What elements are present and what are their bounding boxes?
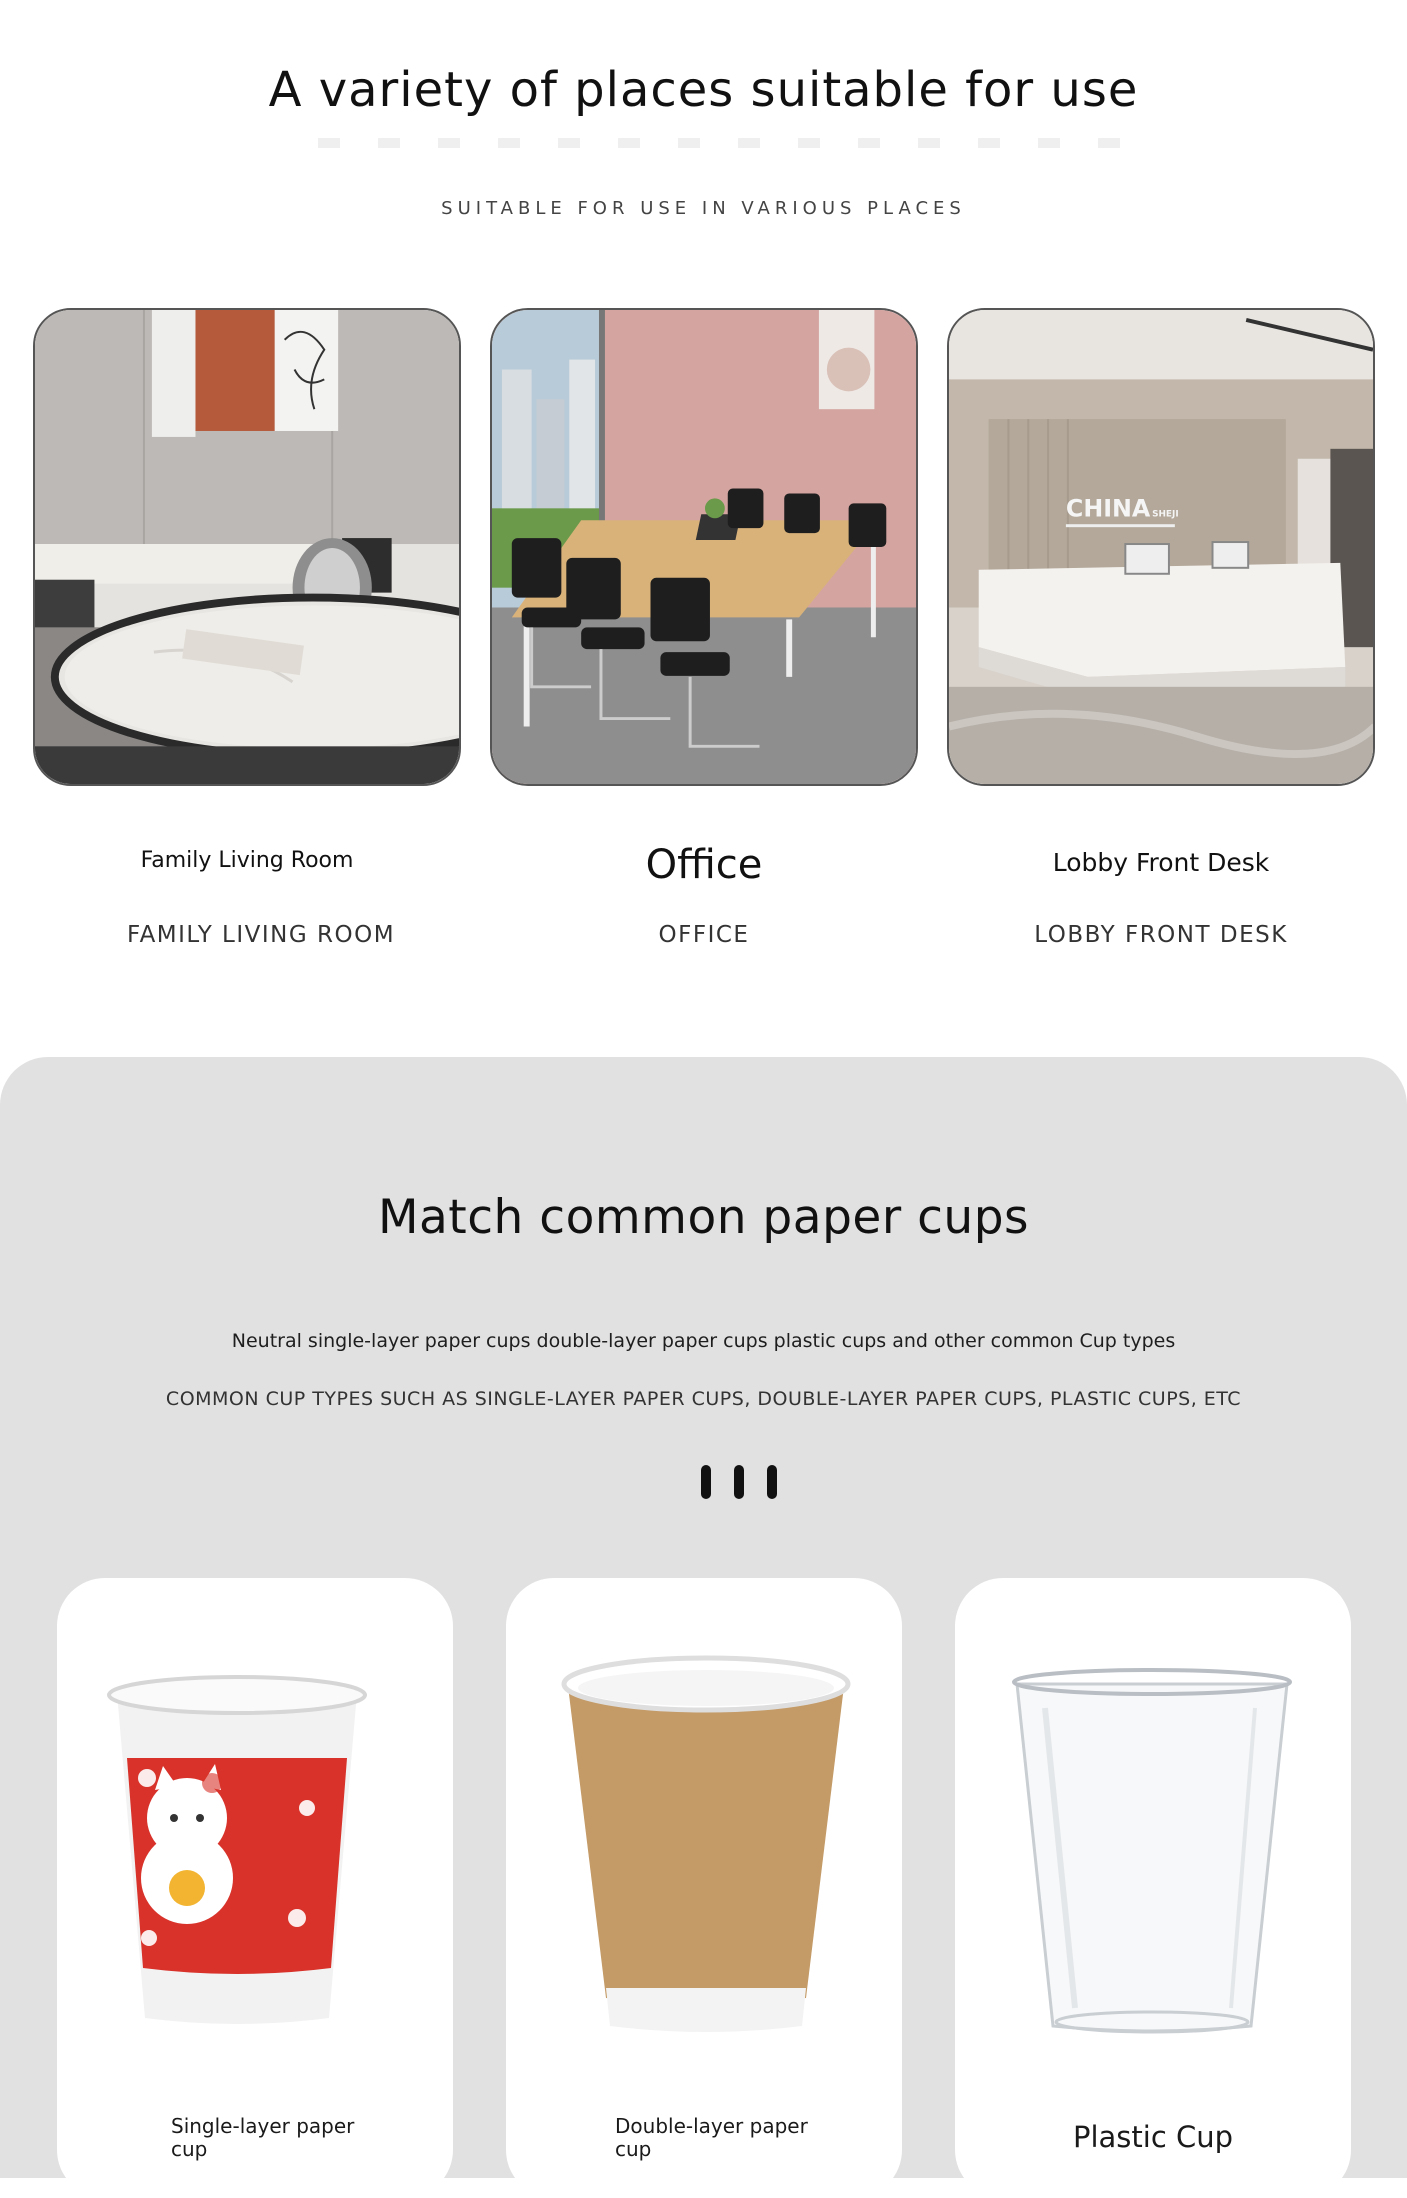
place-caps-lobby: LOBBY FRONT DESK: [1034, 922, 1288, 948]
cups-title: Match common paper cups: [377, 1190, 1030, 1245]
place-label-living-room: Family Living Room: [140, 848, 354, 873]
plastic-cup-card: [955, 1578, 1351, 2198]
cup-label-plastic: Plastic Cup: [1072, 2120, 1234, 2154]
office-image: [490, 308, 918, 786]
place-caps-office: OFFICE: [658, 922, 750, 948]
cup-label-double-layer: Double-layer paper cup: [615, 2114, 808, 2161]
living-room-image: [33, 308, 461, 786]
cups-description-caps: COMMON CUP TYPES SUCH AS SINGLE-LAYER PAPER CUPS, DOUBLE-LAYER PAPER CUPS, PLASTIC CUPS, ETC: [165, 1388, 1242, 1410]
three-bars-icon: [701, 1465, 781, 1501]
cup-label-single-layer: Single-layer paper cup: [171, 2114, 355, 2161]
lobby-front-desk-image: [947, 308, 1375, 786]
cups-description: Neutral single-layer paper cups double-layer paper cups plastic cups and other common Cup types: [231, 1330, 1176, 1352]
places-title: A variety of places suitable for use: [268, 62, 1139, 118]
single-layer-cup-card: [57, 1578, 453, 2198]
place-label-office: Office: [645, 842, 763, 888]
place-label-lobby: Lobby Front Desk: [1052, 848, 1270, 877]
lobby-sign-small-text: SHEJI: [1152, 509, 1179, 520]
places-subtitle: SUITABLE FOR USE IN VARIOUS PLACES: [441, 198, 966, 219]
place-caps-living-room: FAMILY LIVING ROOM: [126, 922, 396, 948]
double-layer-cup-card: [506, 1578, 902, 2198]
decorative-divider: [318, 138, 1140, 148]
lobby-sign-text: CHINA: [1065, 494, 1151, 523]
